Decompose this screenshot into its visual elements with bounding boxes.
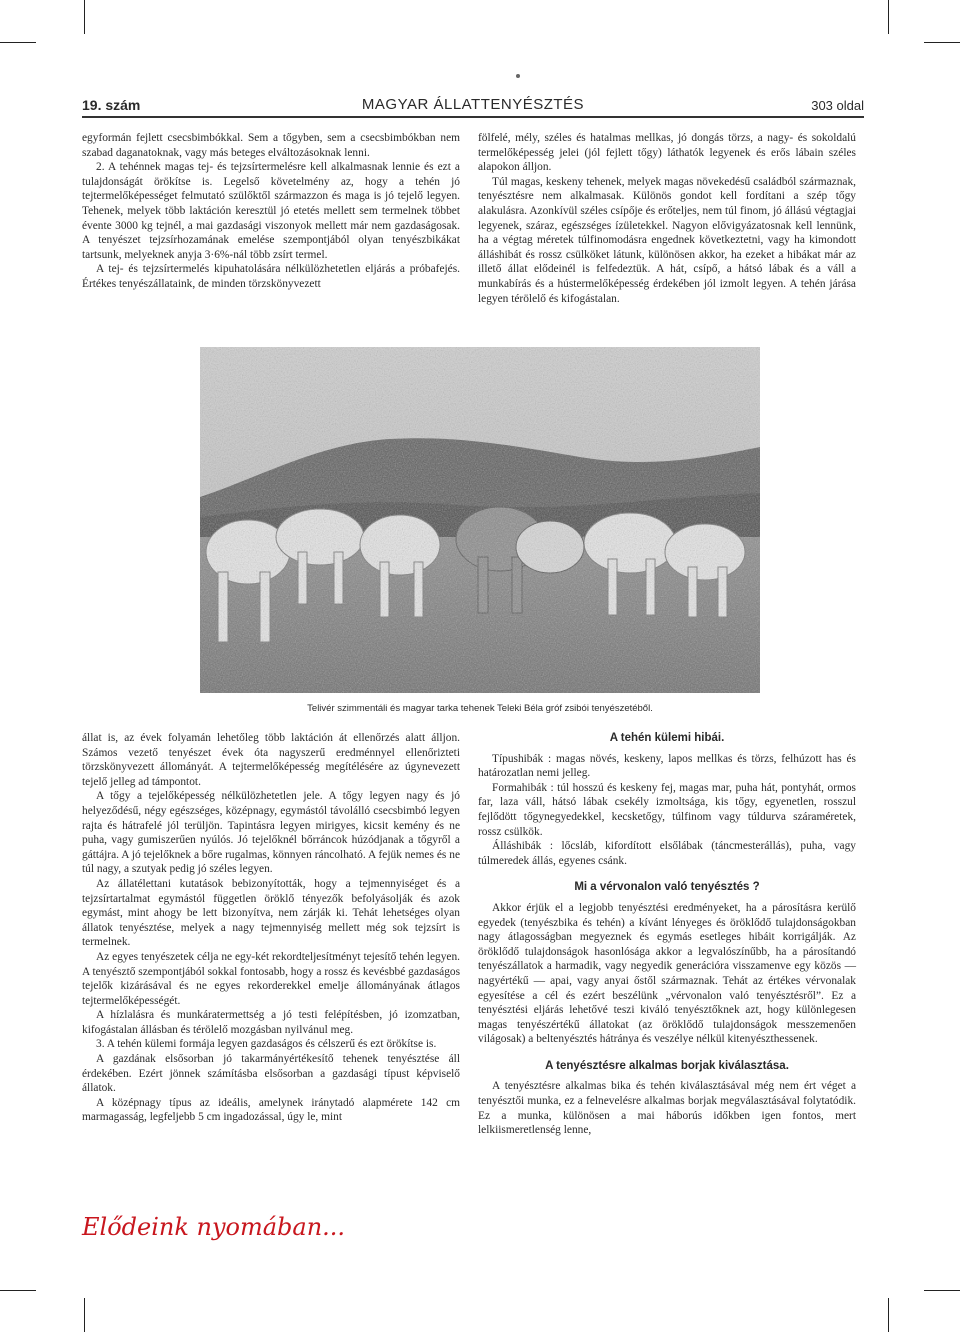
bottom-right-column [478, 727, 856, 1138]
paragraph: Az állatélettani kutatások bebizonyították, hogy a tejmennyiséget és a tejzsírtartalmat egymástól független öröklő tényezők befolyásolják és azok egymást, mint ahogy be lett bizonyítva, nem zárják ki. Tehát lehetséges olyan állatok tenyésztése, melyek a nagy tejmennyiség mellett még sok tejzsírt is termelnek. [82, 877, 460, 949]
paragraph: Az egyes tenyészetek célja ne egy-két rekordteljesítményt tejesítő tehén legyen. A tenyésztő szempontjából sokkal fontosabb, hogy a rossz és kevésbbé gazdaságos tejelők kizárásával és ne egyes rekorderekkel emelje állományának átlagos tejtermelőképességét. [82, 950, 461, 1007]
footer-signature: Elődeink nyomában... [82, 1213, 346, 1241]
paragraph: A hízlalásra és munkáratermettség a jó testi felépítésben, jó izomzatban, kifogástalan állásban és térölelő mozgásban nyilvánul meg. [82, 1009, 460, 1036]
journal-title: MAGYAR ÁLLATTENYÉSZTÉS [361, 96, 585, 113]
crop-mark-top-left [84, 0, 85, 34]
paragraph: A tej- és tejzsírtermelés kipuhatolására nélkülözhetetlen eljárás a próbafejés. Értékes tenyészállataink, de minden törzskönyvezett [82, 263, 460, 290]
crop-mark-top-left-h [0, 42, 36, 43]
paragraph: A tenyésztésre alkalmas bika és tehén kiválasztásával még nem ért véget a tenyésztői munka, ez a felnevelésre alkalmas borjak megválasztásával folytatódik. Ez a munka, különösen a mai háborús időkben igen fontos, mert lelkiismeretlenség lenne, [478, 1080, 856, 1137]
paragraph: Formahibák : túl hosszú és keskeny fej, magas mar, puha hát, pontyhát, ormos far, laza váll, hátsó lábak csekély izmoltsága, kis tőgy, egyenetlen, rosszul fejlődött tőgynegyedekkel, kecsketőgy, túlfinom vagy túldurva száraméretek, rossz csülkök. [478, 781, 856, 838]
page-number: 303 oldal [811, 98, 864, 113]
bottom-left-column [82, 731, 460, 1125]
crop-mark-bottom-left [0, 1290, 36, 1291]
section-heading: A tenyésztésre alkalmas borjak kiválasztása. [545, 1059, 789, 1072]
paragraph: 3. A tehén külemi formája legyen gazdaságos és célszerű és ezt örökítse is. [96, 1038, 437, 1051]
running-header [82, 94, 864, 118]
paragraph: A tőgy a tejelőképesség nélkülözhetetlen jele. A tőgy legyen nagy és jó helyeződésű, négy egészséges, középnagy, egymástól távolálló csecsbimbó legyen rajta és hátrafelé jól terüljön. Tapintásra legyen mirigyes, kicsit kemény és ne puha, vagy gumiszerűen nyúlós. Jó tejelőknél bőrráncok húzódjanak a tőgyről a gáttájra. A jó tejelőknek a bőre rugalmas, könnyen ráncolható. A fejük nemes és ne túl nagy, a szutyak pedig jó széles legyen. [82, 790, 460, 876]
crop-mark-bottom-right-v [888, 1298, 889, 1332]
crop-mark-top-right-h [924, 42, 960, 43]
section-heading: Mi a vérvonalon való tenyésztés ? [574, 881, 760, 894]
paragraph: A középnagy típus az ideális, amelynek iránytadó alapmérete 142 cm marmagasság, legfeljebb 5 cm ingadozással, úgy le, mint [82, 1096, 460, 1124]
section-heading: A tehén külemi hibái. [609, 732, 725, 744]
paragraph: Akkor érjük el a legjobb tenyésztési eredményeket, ha a párosításra kerülő egyedek (tenyészbika és tehén) a kívánt lényeges és öröklődő tulajdonságokban nagy átlagosságban megyeznek és egymás esetleges hibáit korrigálják. Az öröklődő tulajdonságok hasonlósága akkor a legvalószínűbb, ha a párosítandó tenyészállatok a harmadik, vagy negyedik generációra visszamenve egy közös — nagyértékű — apai, vagy anyai őstől származnak. Tehát az értékes vérvonalak egyesítése a cél és ezért beszélünk „vérvonalon való tenyésztésről”. Ez a tenyésztési eljárás lehetővé teszi kiváló tenyésztőknek azt, hogy különlegesen magas tenyészértékű állatokat (az öröklődő tulajdonságok messzemenően világosak) a beltenyésztés hátránya és veszélye nélkül kitenyészthessenek. [478, 901, 856, 1046]
crop-mark-bottom-left-v [84, 1298, 85, 1332]
top-right-column [478, 131, 856, 306]
cattle-herd-image [200, 347, 760, 693]
top-left-column [82, 131, 460, 292]
issue-number: 19. szám [82, 97, 141, 113]
paragraph: állat is, az évek folyamán lehetőleg több laktáción át ellenőrzés alatt álljon. Számos vezető tenyészet évek óta nagyszerű eredménnyel ellenőrizteti törzskönyvezett állományát. A tejtermelőképesség megítélésére az úgynevezett tejelő jelleg ad támpontot. [82, 732, 460, 788]
paragraph: fölfelé, mély, széles és hatalmas mellkas, jó dongás törzs, a nagy- és sokoldalú termelőképesség jelei (jól fejlett tőgy) láthatók legyenek és erős lábain széles alapokon álljon. [478, 132, 856, 174]
paragraph: Álláshibák : lőcsláb, kifordított elsőlábak (táncmesterállás), puha, vagy túlmeredek állás, egyenes csánk. [478, 840, 856, 867]
registration-dot [516, 74, 520, 78]
paragraph: A gazdának elsősorban jó takarmányértékesítő tehenek tenyésztése áll érdekében. Ezért jönnek számításba elsősorban a gazdasági típust képviselő állatok. [82, 1053, 460, 1095]
paragraph: Túl magas, keskeny tehenek, melyek magas növekedésű családból származnak, tenyésztésre nem alkalmasak. Különös gondot kell fordítani a szép tőgy alakulásra. Azonkívül széles csípője és erőteljes, nem túl finom, jó állású végtagjai legyenek, száraz, egészséges ízületekkel. Nagyon elővigyázatosnak kell lennünk, ha a végtag méretek túlfinomodásra engednek következtetni, vagy ha kimondott álláshibát és rossz csülköket látunk, különösen akkor, ha ezeket a hibákat már az illető állat elődeinél is felfedeztük. A hát, csípő, a hátsó lábak és a váll a munkabírás és a hústermelőképesség érdekében jól izmolt legyen. A tehén járása legyen térölelő és kifogástalan. [478, 175, 856, 305]
photo-caption: Telivér szimmentáli és magyar tarka tehenek Teleki Béla gróf zsibói tenyészetéből. [307, 703, 653, 714]
crop-mark-top-right [888, 0, 889, 34]
paragraph: 2. A tehénnek magas tej- és tejzsírtermelésre kell alkalmasnak lennie és ezt a tulajdonságát örökítse is. Legelső követelmény az, hogy a tehén jó tejtermelőképességet felmutató szülőktől származzon és maga is jó tejelő legyen. Tehenek, melyek több laktáción keresztül jó etetés mellett sem termelnek többet évente 3000 kg tejnél, a mai gazdasági viszonyok mellett már nem gazdaságosak. A tenyészet tejzsírhozamának emelése szempontjából olyan tenyészbikákat tartsunk, melyeknek anyja 3·6%-nál több zsírt termel. [82, 161, 460, 261]
paragraph: Típushibák : magas növés, keskeny, lapos mellkas és törzs, felhúzott has és határozatlan nemi jelleg. [478, 752, 856, 780]
cattle-photograph [200, 347, 760, 693]
crop-mark-bottom-right [924, 1290, 960, 1291]
paragraph: egyformán fejlett csecsbimbókkal. Sem a tőgyben, sem a csecsbimbókban nem szabad daganatoknak, vagy más beteges elváltozásoknak lenni. [82, 132, 460, 159]
